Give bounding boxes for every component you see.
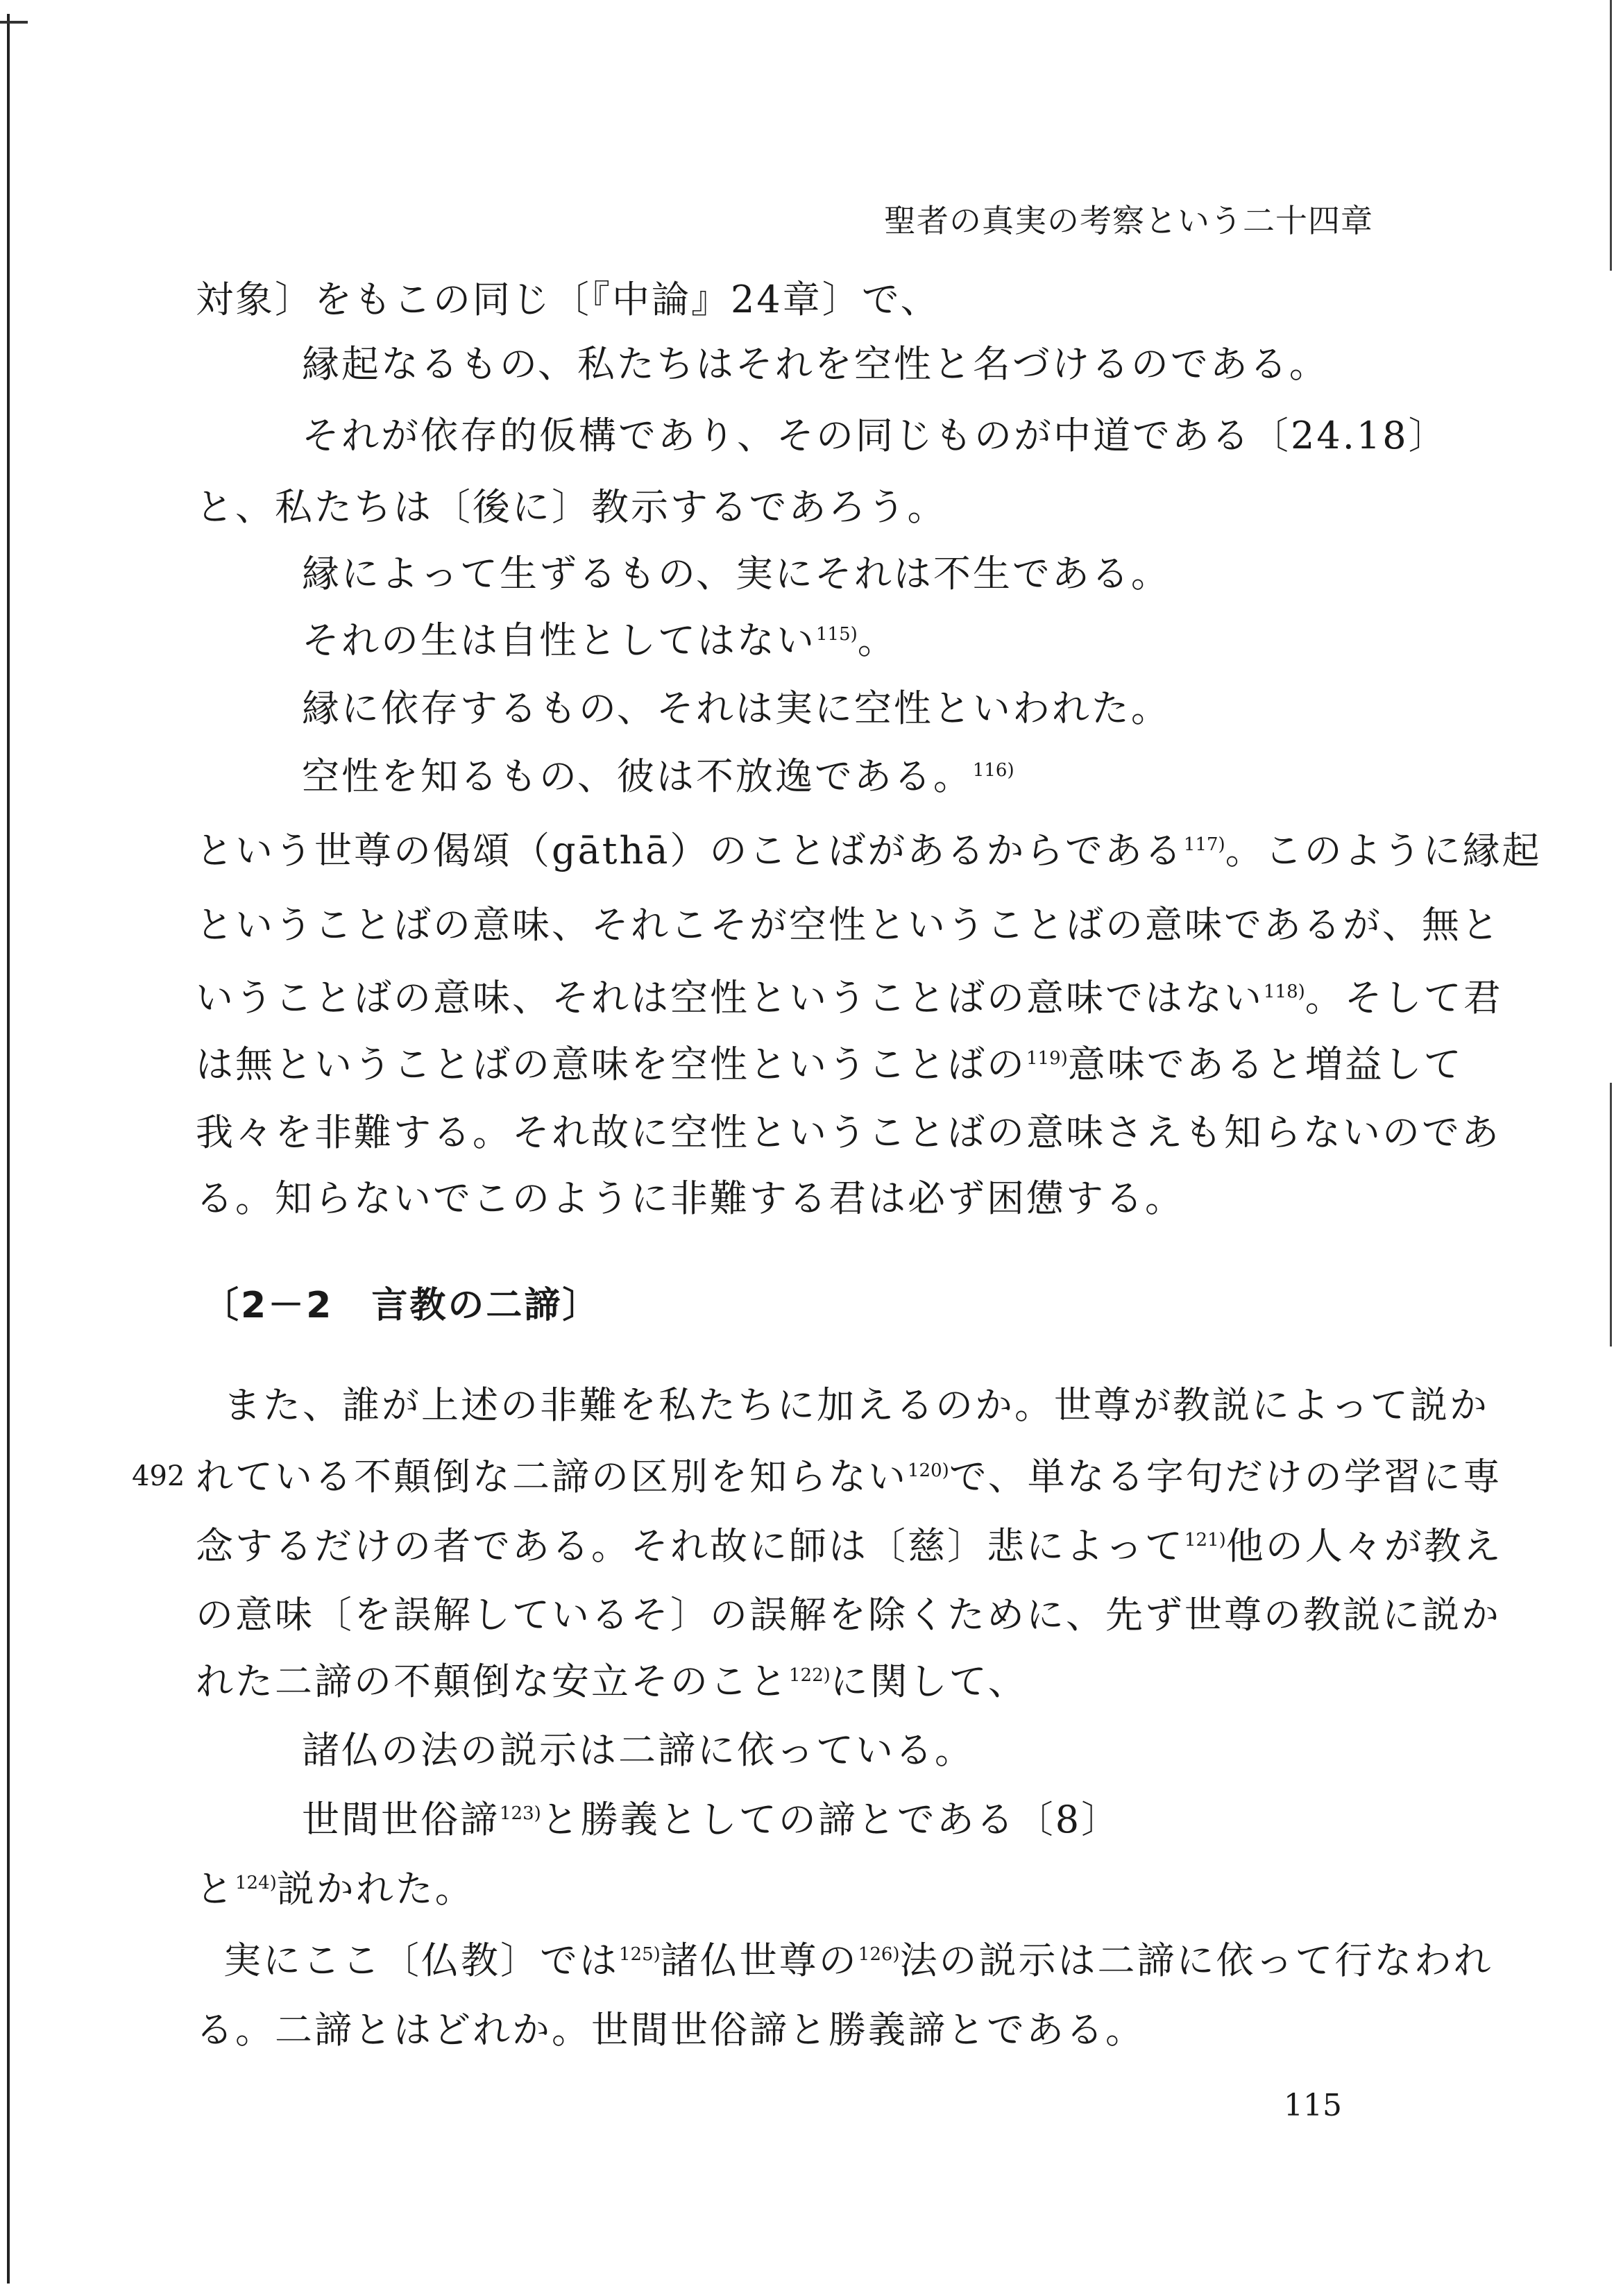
text-line: という世尊の偈頌（gāthā）のことばがあるからである$^{117)}$。このように縁起 <box>196 829 1542 872</box>
verse-line: 縁によって生ずるもの、実にそれは不生である。 <box>302 552 1171 596</box>
footnote-ref: 119) <box>1026 1048 1068 1069</box>
text-line: いうことばの意味、それは空性ということばの意味ではない$^{118)}$。そして君 <box>196 976 1503 1020</box>
text-line: 実にここ〔仏教〕では$^{125)}$諸仏世尊の$^{126)}$法の説示は二諦に依って行なわれ <box>223 1939 1493 1982</box>
verse-line: 縁に依存するもの、それは実に空性といわれた。 <box>302 686 1171 730</box>
footnote-ref: 116) <box>972 760 1014 781</box>
text-line: また、誰が上述の非難を私たちに加えるのか。世尊が教説によって説か <box>223 1383 1489 1427</box>
footnote-ref: 115) <box>816 624 858 645</box>
scan-edge-left <box>7 14 10 2284</box>
footnote-ref: 120) <box>908 1460 949 1481</box>
footnote-ref: 118) <box>1264 981 1305 1002</box>
footnote-ref: 124) <box>235 1873 277 1893</box>
running-header: 聖者の真実の考察という二十四章 <box>884 202 1373 239</box>
text-line: は無ということばの意味を空性ということばの$^{119)}$意味であると増益して <box>196 1043 1463 1086</box>
footnote-ref: 117) <box>1183 834 1225 855</box>
margin-number: 492 <box>132 1460 185 1492</box>
footnote-ref: 122) <box>789 1665 831 1686</box>
text-line: る。二諦とはどれか。世間世俗諦と勝義諦とである。 <box>196 2008 1145 2052</box>
verse-line: 世間世俗諦$^{123)}$と勝義としての諦とである〔8〕 <box>302 1798 1121 1841</box>
footnote-ref: 126) <box>858 1944 900 1965</box>
verse-line: それが依存的仮構であり、その同じものが中道である〔24.18〕 <box>302 414 1448 457</box>
page-number: 115 <box>1284 2088 1342 2123</box>
text-line: ということばの意味、それこそが空性ということばの意味であるが、無と <box>196 903 1501 947</box>
scan-mark <box>0 21 28 24</box>
footnote-ref: 121) <box>1184 1530 1226 1551</box>
text-line: と$^{124)}$説かれた。 <box>196 1867 475 1911</box>
text-line: 対象〕をもこの同じ〔『中論』24章〕で、 <box>196 278 940 321</box>
text-line: れた二諦の不顛倒な安立そのこと$^{122)}$に関して、 <box>196 1660 1028 1703</box>
verse-line: 縁起なるもの、私たちはそれを空性と名づけるのである。 <box>302 342 1329 386</box>
text-line: る。知らないでこのように非難する君は必ず困憊する。 <box>196 1176 1184 1220</box>
text-line: と、私たちは〔後に〕教示するであろう。 <box>196 485 947 529</box>
footnote-ref: 123) <box>500 1803 541 1824</box>
text-line: 念するだけの者である。それ故に師は〔慈〕悲によって$^{121)}$他の人々が教え <box>196 1524 1503 1568</box>
verse-line: 諸仏の法の説示は二諦に依っている。 <box>302 1728 974 1772</box>
footnote-ref: 125) <box>619 1944 661 1965</box>
text-line: の意味〔を誤解しているそ〕の誤解を除くために、先ず世尊の教説に説か <box>196 1593 1501 1637</box>
scan-edge-right-lower <box>1610 1083 1612 1347</box>
scan-edge-right <box>1610 0 1612 271</box>
text-line: 我々を非難する。それ故に空性ということばの意味さえも知らないのであ <box>196 1111 1501 1154</box>
verse-line: それの生は自性としてはない$^{115)}$。 <box>302 618 897 662</box>
verse-line: 空性を知るもの、彼は不放逸である。$^{116)}$ <box>302 754 1014 798</box>
section-heading: 〔2－2 言教の二諦〕 <box>203 1285 601 1326</box>
text-line: れている不顛倒な二諦の区別を知らない$^{120)}$で、単なる字句だけの学習に専 <box>196 1455 1502 1499</box>
